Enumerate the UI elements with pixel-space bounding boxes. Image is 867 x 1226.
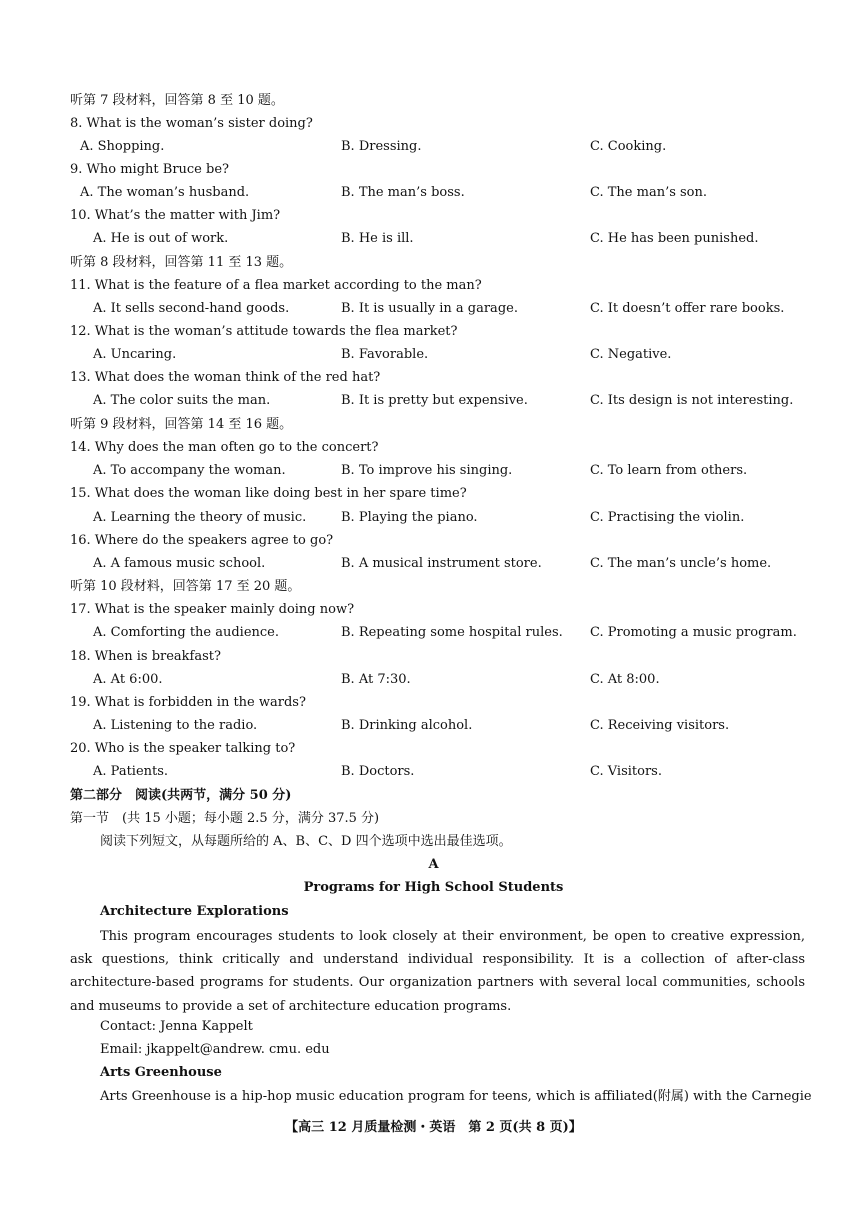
q13-option-b: B. It is pretty but expensive. (341, 393, 528, 408)
question-12: 12. What is the woman’s attitude towards the flea market? (70, 324, 458, 339)
q16-option-a: A. A famous music school. (93, 556, 266, 571)
question-15: 15. What does the woman like doing best in her spare time? (70, 486, 467, 501)
q18-option-a: A. At 6:00. (93, 672, 163, 687)
q11-option-a: A. It sells second-hand goods. (93, 301, 290, 316)
question-17: 17. What is the speaker mainly doing now? (70, 602, 355, 617)
q20-option-c: C. Visitors. (590, 764, 662, 779)
program-heading-architecture: Architecture Explorations (100, 904, 289, 919)
q17-option-c: C. Promoting a music program. (590, 625, 797, 640)
q14-option-c: C. To learn from others. (590, 463, 748, 478)
part-two-heading: 第二部分 阅读(共两节，满分 50 分) (70, 788, 292, 803)
q9-option-a: A. The woman’s husband. (80, 185, 250, 200)
question-11: 11. What is the feature of a flea market according to the man? (70, 278, 482, 293)
reading-instruction: 阅读下列短文，从每题所给的 A、B、C、D 四个选项中选出最佳选项。 (100, 834, 512, 849)
q11-option-c: C. It doesn’t offer rare books. (590, 301, 785, 316)
email-line: Email: jkappelt@andrew. cmu. edu (100, 1042, 330, 1057)
question-10: 10. What’s the matter with Jim? (70, 208, 281, 223)
passage-title: Programs for High School Students (303, 880, 564, 895)
question-14: 14. Why does the man often go to the concert? (70, 440, 379, 455)
q12-option-b: B. Favorable. (341, 347, 429, 362)
question-20: 20. Who is the speaker talking to? (70, 741, 296, 756)
q19-option-b: B. Drinking alcohol. (341, 718, 473, 733)
q15-option-b: B. Playing the piano. (341, 510, 478, 525)
q17-option-a: A. Comforting the audience. (93, 625, 280, 640)
q13-option-a: A. The color suits the man. (93, 393, 271, 408)
q10-option-b: B. He is ill. (341, 231, 414, 246)
q10-option-c: C. He has been punished. (590, 231, 759, 246)
q9-option-c: C. The man’s son. (590, 185, 708, 200)
q20-option-a: A. Patients. (93, 764, 169, 779)
section-heading-9: 听第 9 段材料，回答第 14 至 16 题。 (70, 417, 293, 432)
q13-option-c: C. Its design is not interesting. (590, 393, 794, 408)
arts-greenhouse-paragraph: Arts Greenhouse is a hip-hop music education program for teens, which is affiliated(附属) with the Carnegie (100, 1089, 812, 1104)
section-heading-7: 听第 7 段材料，回答第 8 至 10 题。 (70, 93, 284, 108)
q8-option-b: B. Dressing. (341, 139, 422, 154)
architecture-paragraph: This program encourages students to look closely at their environment, be open to creative expression, ask questions, think critically and understand individual responsibility. It is a collection of after-class architecture-based programs for students. Our organization partners with several local communities, schools and museums to provide a set of architecture education programs. (70, 929, 805, 1014)
question-8: 8. What is the woman’s sister doing? (70, 116, 313, 131)
q9-option-b: B. The man’s boss. (341, 185, 465, 200)
question-13: 13. What does the woman think of the red hat? (70, 370, 381, 385)
question-19: 19. What is forbidden in the wards? (70, 695, 306, 710)
section-heading-8: 听第 8 段材料，回答第 11 至 13 题。 (70, 255, 293, 270)
q10-option-a: A. He is out of work. (93, 231, 229, 246)
q12-option-c: C. Negative. (590, 347, 672, 362)
page-footer: 【高三 12 月质量检测・英语 第 2 页(共 8 页)】 (285, 1120, 582, 1135)
q19-option-c: C. Receiving visitors. (590, 718, 730, 733)
q14-option-a: A. To accompany the woman. (93, 463, 286, 478)
q16-option-c: C. The man’s uncle’s home. (590, 556, 772, 571)
q14-option-b: B. To improve his singing. (341, 463, 513, 478)
q18-option-c: C. At 8:00. (590, 672, 660, 687)
q8-option-c: C. Cooking. (590, 139, 667, 154)
passage-letter: A (428, 857, 439, 872)
q20-option-b: B. Doctors. (341, 764, 415, 779)
q16-option-b: B. A musical instrument store. (341, 556, 542, 571)
contact-line: Contact: Jenna Kappelt (100, 1019, 253, 1034)
q8-option-a: A. Shopping. (80, 139, 165, 154)
question-9: 9. Who might Bruce be? (70, 162, 229, 177)
q11-option-b: B. It is usually in a garage. (341, 301, 518, 316)
program-heading-arts-greenhouse: Arts Greenhouse (100, 1065, 222, 1080)
q18-option-b: B. At 7:30. (341, 672, 411, 687)
q15-option-a: A. Learning the theory of music. (93, 510, 307, 525)
question-18: 18. When is breakfast? (70, 649, 221, 664)
q12-option-a: A. Uncaring. (93, 347, 177, 362)
section-one-heading: 第一节 (共 15 小题；每小题 2.5 分，满分 37.5 分) (70, 811, 380, 826)
q17-option-b: B. Repeating some hospital rules. (341, 625, 563, 640)
q19-option-a: A. Listening to the radio. (93, 718, 258, 733)
section-heading-10: 听第 10 段材料，回答第 17 至 20 题。 (70, 579, 301, 594)
question-16: 16. Where do the speakers agree to go? (70, 533, 334, 548)
q15-option-c: C. Practising the violin. (590, 510, 745, 525)
